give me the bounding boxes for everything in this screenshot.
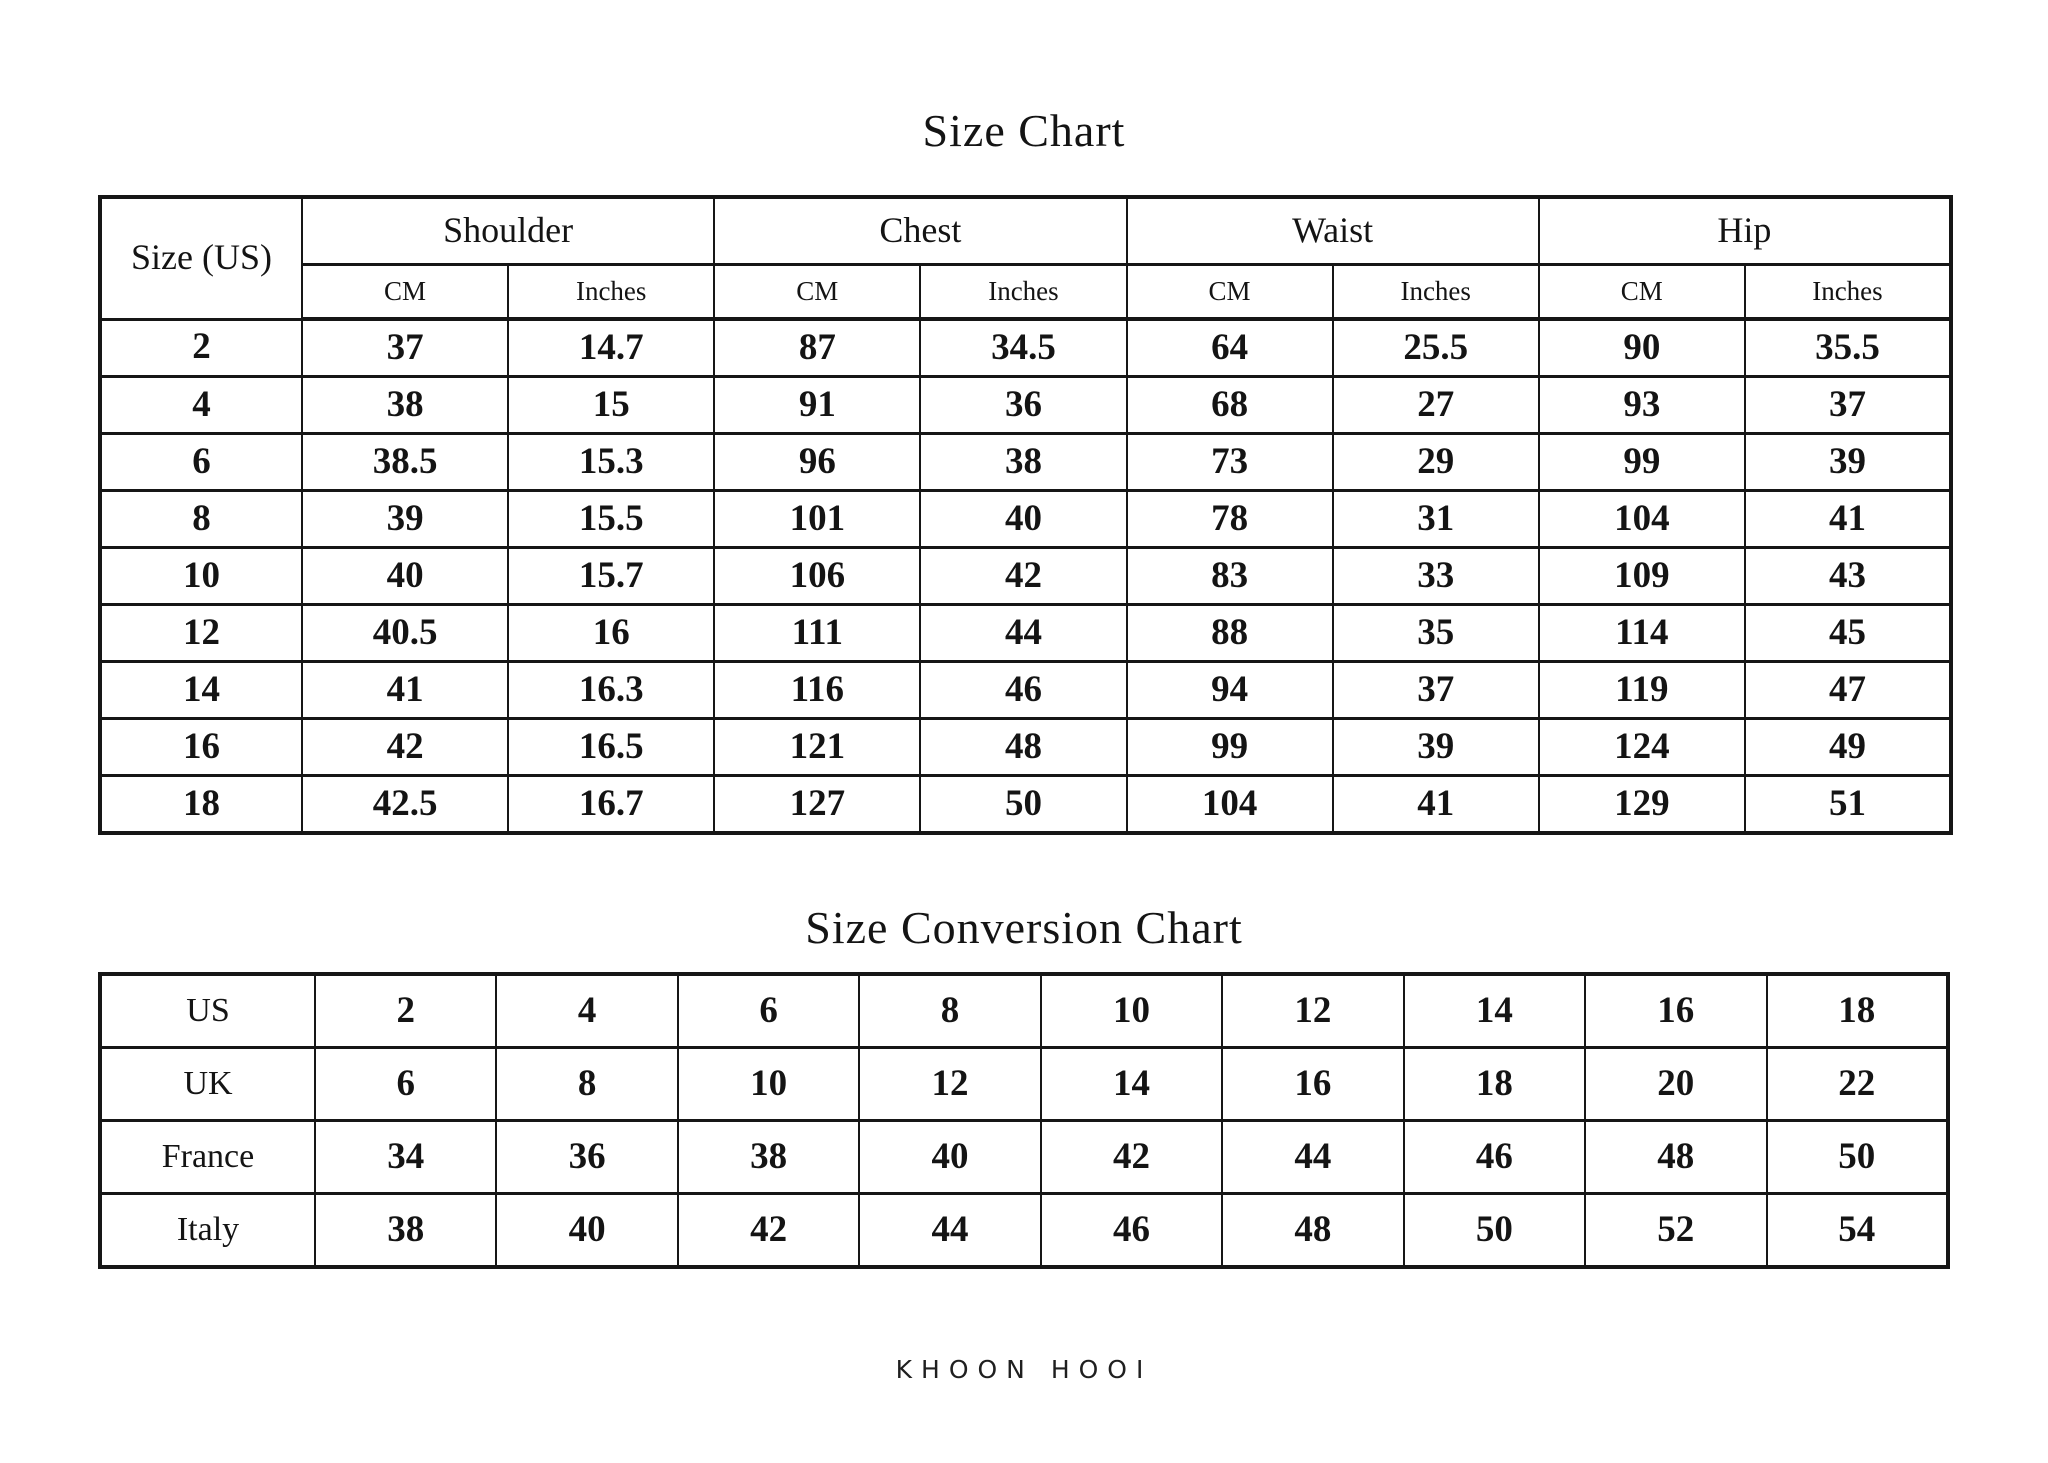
cell-hip-in: 37 — [1745, 377, 1951, 434]
conv-cell: 54 — [1767, 1194, 1949, 1268]
conv-cell: 14 — [1404, 974, 1585, 1048]
table-row — [100, 377, 1951, 434]
cell-hip-cm: 124 — [1539, 719, 1745, 776]
conv-cell: 10 — [1041, 974, 1222, 1048]
cell-hip-in: 35.5 — [1745, 319, 1951, 377]
table-row-italy — [100, 1194, 1948, 1268]
cell-chest-in: 42 — [920, 548, 1126, 605]
cell-size: 12 — [100, 605, 302, 662]
cell-chest-cm: 91 — [714, 377, 920, 434]
cell-hip-in: 41 — [1745, 491, 1951, 548]
cell-shoulder-in: 16.7 — [508, 776, 714, 834]
cell-chest-cm: 87 — [714, 319, 920, 377]
conv-cell: 12 — [859, 1048, 1040, 1121]
conv-cell: 6 — [315, 1048, 496, 1121]
region-label: US — [100, 974, 315, 1048]
cell-hip-in: 43 — [1745, 548, 1951, 605]
cell-waist-in: 35 — [1333, 605, 1539, 662]
cell-shoulder-in: 15.5 — [508, 491, 714, 548]
conv-cell: 4 — [496, 974, 677, 1048]
table-row — [100, 776, 1951, 834]
cell-size: 2 — [100, 319, 302, 377]
conv-cell: 34 — [315, 1121, 496, 1194]
cell-size: 18 — [100, 776, 302, 834]
region-label: Italy — [100, 1194, 315, 1268]
cell-waist-cm: 64 — [1127, 319, 1333, 377]
conv-cell: 42 — [678, 1194, 859, 1268]
cell-chest-cm: 127 — [714, 776, 920, 834]
cell-shoulder-cm: 42.5 — [302, 776, 508, 834]
conv-cell: 6 — [678, 974, 859, 1048]
conv-cell: 50 — [1767, 1121, 1949, 1194]
cell-chest-in: 40 — [920, 491, 1126, 548]
cell-hip-cm: 93 — [1539, 377, 1745, 434]
cell-hip-cm: 114 — [1539, 605, 1745, 662]
conversion-chart-table — [98, 972, 1950, 1269]
conv-cell: 8 — [496, 1048, 677, 1121]
table-row — [100, 319, 1951, 377]
subheader-cm-hip: CM — [1539, 265, 1745, 320]
conv-cell: 44 — [1222, 1121, 1403, 1194]
table-row — [100, 662, 1951, 719]
cell-chest-in: 34.5 — [920, 319, 1126, 377]
conv-cell: 8 — [859, 974, 1040, 1048]
conv-cell: 38 — [678, 1121, 859, 1194]
cell-shoulder-in: 16.3 — [508, 662, 714, 719]
cell-waist-cm: 83 — [1127, 548, 1333, 605]
table-row-france — [100, 1121, 1948, 1194]
cell-chest-in: 46 — [920, 662, 1126, 719]
cell-hip-cm: 90 — [1539, 319, 1745, 377]
size-chart-title: Size Chart — [922, 105, 1126, 156]
cell-shoulder-cm: 39 — [302, 491, 508, 548]
conv-cell: 46 — [1041, 1194, 1222, 1268]
cell-waist-in: 29 — [1333, 434, 1539, 491]
conv-cell: 16 — [1222, 1048, 1403, 1121]
conv-cell: 50 — [1404, 1194, 1585, 1268]
subheader-inches-waist: Inches — [1333, 265, 1539, 320]
cell-shoulder-cm: 42 — [302, 719, 508, 776]
region-label: France — [100, 1121, 315, 1194]
cell-waist-cm: 94 — [1127, 662, 1333, 719]
conv-cell: 48 — [1222, 1194, 1403, 1268]
cell-shoulder-cm: 40.5 — [302, 605, 508, 662]
unit-header-row — [100, 265, 1951, 320]
cell-chest-cm: 111 — [714, 605, 920, 662]
khoon-hooi-logo: KHOON HOOI — [895, 1355, 1153, 1384]
conv-cell: 48 — [1585, 1121, 1766, 1194]
cell-hip-cm: 119 — [1539, 662, 1745, 719]
table-row-us — [100, 974, 1948, 1048]
conv-cell: 44 — [859, 1194, 1040, 1268]
cell-shoulder-cm: 37 — [302, 319, 508, 377]
cell-size: 8 — [100, 491, 302, 548]
subheader-inches-hip: Inches — [1745, 265, 1951, 320]
subheader-inches-chest: Inches — [920, 265, 1126, 320]
conversion-chart-title: Size Conversion Chart — [805, 902, 1243, 953]
cell-waist-in: 25.5 — [1333, 319, 1539, 377]
cell-shoulder-cm: 38.5 — [302, 434, 508, 491]
cell-hip-in: 47 — [1745, 662, 1951, 719]
cell-chest-in: 44 — [920, 605, 1126, 662]
conv-cell: 46 — [1404, 1121, 1585, 1194]
cell-waist-cm: 78 — [1127, 491, 1333, 548]
cell-shoulder-cm: 41 — [302, 662, 508, 719]
cell-chest-in: 38 — [920, 434, 1126, 491]
subheader-cm-chest: CM — [714, 265, 920, 320]
cell-waist-in: 37 — [1333, 662, 1539, 719]
section-header-hip: Hip — [1539, 197, 1951, 265]
subheader-cm-shoulder: CM — [302, 265, 508, 320]
cell-waist-cm: 68 — [1127, 377, 1333, 434]
conv-cell: 20 — [1585, 1048, 1766, 1121]
cell-hip-in: 49 — [1745, 719, 1951, 776]
table-row — [100, 491, 1951, 548]
cell-hip-in: 45 — [1745, 605, 1951, 662]
cell-hip-cm: 129 — [1539, 776, 1745, 834]
conv-cell: 18 — [1767, 974, 1949, 1048]
size-us-header: Size (US) — [100, 197, 302, 319]
cell-size: 14 — [100, 662, 302, 719]
cell-chest-in: 36 — [920, 377, 1126, 434]
conv-cell: 42 — [1041, 1121, 1222, 1194]
table-row-uk — [100, 1048, 1948, 1121]
cell-chest-cm: 96 — [714, 434, 920, 491]
region-label: UK — [100, 1048, 315, 1121]
cell-hip-in: 51 — [1745, 776, 1951, 834]
conv-cell: 52 — [1585, 1194, 1766, 1268]
cell-size: 6 — [100, 434, 302, 491]
cell-shoulder-in: 16.5 — [508, 719, 714, 776]
cell-chest-cm: 106 — [714, 548, 920, 605]
conv-cell: 14 — [1041, 1048, 1222, 1121]
cell-chest-cm: 116 — [714, 662, 920, 719]
cell-shoulder-cm: 38 — [302, 377, 508, 434]
cell-chest-cm: 101 — [714, 491, 920, 548]
cell-size: 4 — [100, 377, 302, 434]
cell-waist-in: 31 — [1333, 491, 1539, 548]
cell-waist-in: 27 — [1333, 377, 1539, 434]
cell-waist-cm: 104 — [1127, 776, 1333, 834]
table-row — [100, 434, 1951, 491]
cell-size: 16 — [100, 719, 302, 776]
cell-waist-cm: 73 — [1127, 434, 1333, 491]
cell-waist-in: 39 — [1333, 719, 1539, 776]
conv-cell: 40 — [859, 1121, 1040, 1194]
cell-shoulder-in: 15.3 — [508, 434, 714, 491]
conv-cell: 2 — [315, 974, 496, 1048]
size-chart-table — [98, 195, 1953, 835]
table-row — [100, 548, 1951, 605]
section-header-row — [100, 197, 1951, 265]
cell-shoulder-in: 15 — [508, 377, 714, 434]
cell-waist-cm: 99 — [1127, 719, 1333, 776]
cell-shoulder-in: 16 — [508, 605, 714, 662]
section-header-chest: Chest — [714, 197, 1126, 265]
cell-chest-in: 50 — [920, 776, 1126, 834]
subheader-inches-shoulder: Inches — [508, 265, 714, 320]
section-header-waist: Waist — [1127, 197, 1539, 265]
conv-cell: 40 — [496, 1194, 677, 1268]
conv-cell: 18 — [1404, 1048, 1585, 1121]
section-header-shoulder: Shoulder — [302, 197, 714, 265]
cell-waist-in: 41 — [1333, 776, 1539, 834]
table-row — [100, 605, 1951, 662]
cell-waist-cm: 88 — [1127, 605, 1333, 662]
cell-hip-cm: 109 — [1539, 548, 1745, 605]
cell-shoulder-cm: 40 — [302, 548, 508, 605]
cell-shoulder-in: 14.7 — [508, 319, 714, 377]
conv-cell: 10 — [678, 1048, 859, 1121]
cell-chest-in: 48 — [920, 719, 1126, 776]
cell-shoulder-in: 15.7 — [508, 548, 714, 605]
cell-hip-cm: 104 — [1539, 491, 1745, 548]
cell-hip-in: 39 — [1745, 434, 1951, 491]
conv-cell: 22 — [1767, 1048, 1949, 1121]
conv-cell: 12 — [1222, 974, 1403, 1048]
cell-waist-in: 33 — [1333, 548, 1539, 605]
cell-size: 10 — [100, 548, 302, 605]
cell-chest-cm: 121 — [714, 719, 920, 776]
table-row — [100, 719, 1951, 776]
cell-hip-cm: 99 — [1539, 434, 1745, 491]
conv-cell: 38 — [315, 1194, 496, 1268]
subheader-cm-waist: CM — [1127, 265, 1333, 320]
conv-cell: 36 — [496, 1121, 677, 1194]
conv-cell: 16 — [1585, 974, 1766, 1048]
